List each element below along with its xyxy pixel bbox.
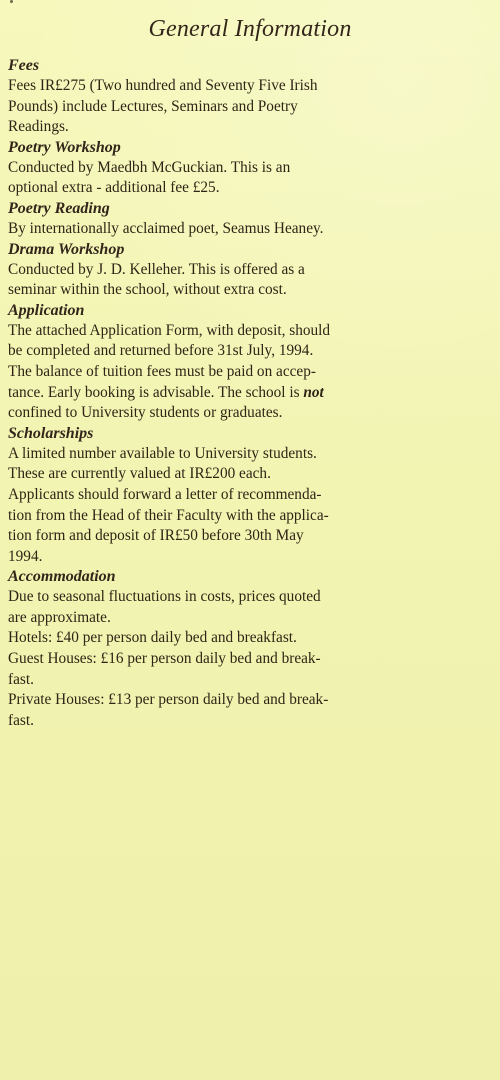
accommodation-line-3: Hotels: £40 per person daily bed and breakfast. bbox=[8, 629, 297, 647]
application-line-2: be completed and returned before 31st July, 1994. bbox=[8, 342, 314, 360]
poetry-reading-line-1: By internationally acclaimed poet, Seamus Heaney. bbox=[8, 219, 324, 237]
drama-workshop-line-2: seminar within the school, without extra cost. bbox=[8, 281, 287, 299]
scholarships-line-1: A limited number available to University students. bbox=[8, 444, 317, 462]
scholarships-heading: Scholarships bbox=[8, 424, 94, 442]
fees-section bbox=[8, 56, 486, 138]
scholarships-line-5: tion form and deposit of IR£50 before 30th May bbox=[8, 527, 304, 545]
accommodation-line-7: fast. bbox=[8, 711, 34, 729]
general-information-content bbox=[8, 56, 486, 731]
poetry-reading-section bbox=[8, 199, 486, 240]
scholarships-section bbox=[8, 424, 486, 568]
accommodation-section bbox=[8, 567, 486, 731]
poetry-workshop-line-2: optional extra - additional fee £25. bbox=[8, 179, 220, 197]
fees-line-1: Fees IR£275 (Two hundred and Seventy Five Irish bbox=[8, 77, 318, 94]
poetry-workshop-section bbox=[8, 138, 486, 199]
drama-workshop-heading: Drama Workshop bbox=[8, 240, 125, 258]
drama-workshop-section bbox=[8, 240, 486, 301]
accommodation-line-2: are approximate. bbox=[8, 608, 111, 626]
ink-dot-mark bbox=[10, 0, 13, 3]
application-line-1: The attached Application Form, with deposit, should bbox=[8, 321, 331, 339]
scholarships-line-6: 1994. bbox=[8, 547, 43, 565]
scholarships-line-2: These are currently valued at IR£200 each. bbox=[8, 465, 271, 483]
poetry-workshop-line-1: Conducted by Maedbh McGuckian. This is an bbox=[8, 158, 291, 176]
drama-workshop-line-1: Conducted by J. D. Kelleher. This is offered as a bbox=[8, 260, 305, 278]
poetry-workshop-heading: Poetry Workshop bbox=[8, 138, 121, 156]
application-section bbox=[8, 301, 486, 424]
accommodation-line-5: fast. bbox=[8, 670, 34, 688]
fees-line-3: Readings. bbox=[8, 118, 69, 136]
scholarships-line-3: Applicants should forward a letter of recommenda- bbox=[8, 485, 322, 503]
accommodation-line-6: Private Houses: £13 per person daily bed and break- bbox=[8, 691, 329, 709]
application-line-5: confined to University students or graduates. bbox=[8, 404, 283, 422]
application-line-3: The balance of tuition fees must be paid on accep- bbox=[8, 362, 316, 380]
poetry-reading-heading: Poetry Reading bbox=[8, 199, 110, 217]
application-line-4-text: tance. Early booking is advisable. The school is bbox=[8, 383, 304, 401]
application-not-emphasis: not bbox=[303, 383, 324, 401]
scholarships-line-4: tion from the Head of their Faculty with the applica- bbox=[8, 506, 329, 524]
accommodation-line-1: Due to seasonal fluctuations in costs, prices quoted bbox=[8, 588, 321, 606]
application-heading: Application bbox=[8, 301, 85, 319]
application-line-4 bbox=[8, 383, 486, 404]
accommodation-line-4: Guest Houses: £16 per person daily bed and break- bbox=[8, 650, 321, 668]
fees-line-2: Pounds) include Lectures, Seminars and Poetry bbox=[8, 97, 298, 115]
accommodation-heading: Accommodation bbox=[8, 568, 116, 586]
fees-heading: Fees bbox=[8, 57, 40, 74]
page-title: General Information bbox=[148, 16, 352, 42]
